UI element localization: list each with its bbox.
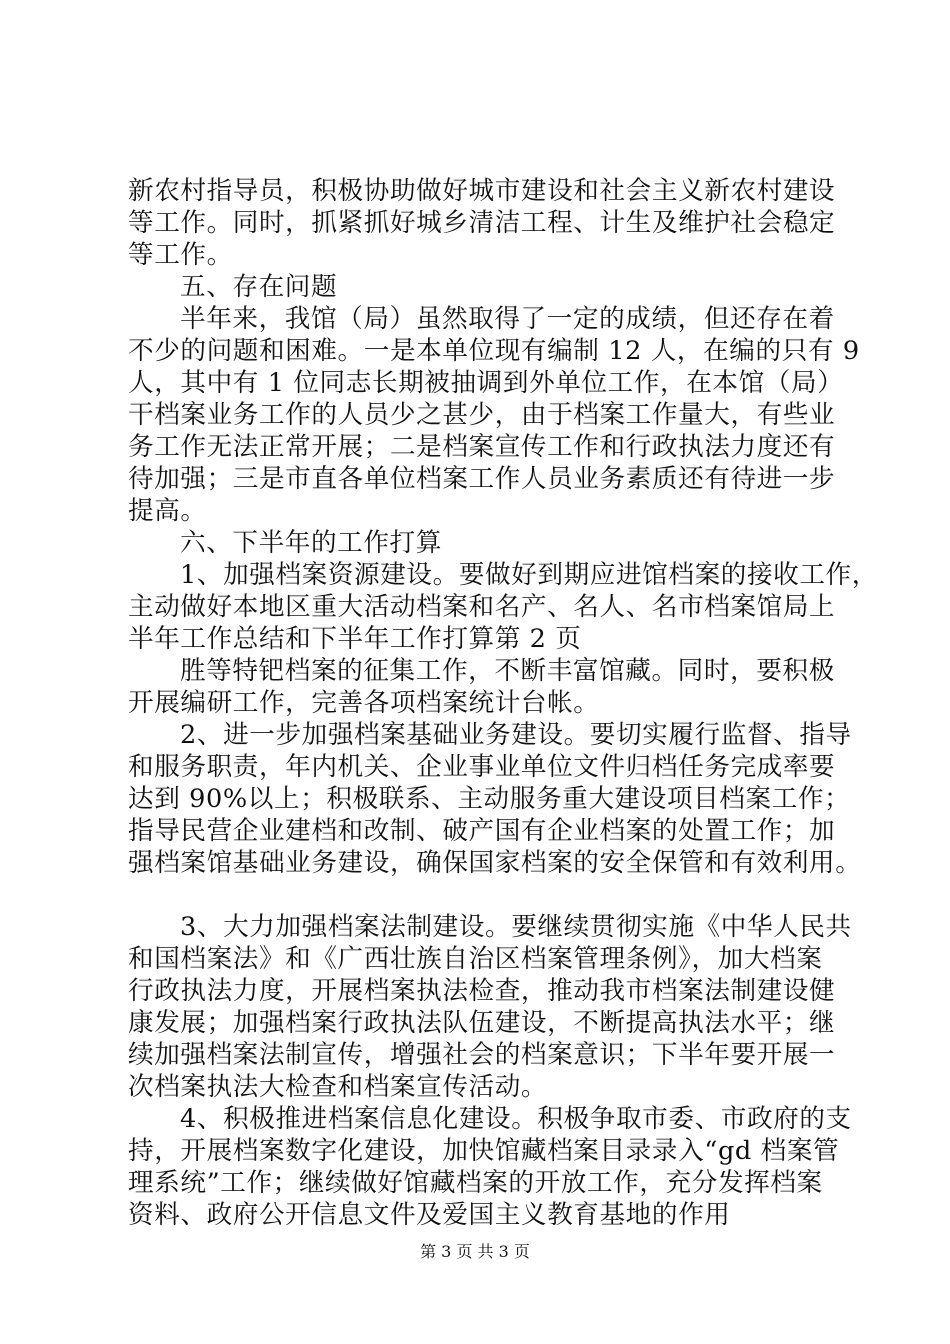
paragraph-line: 干档案业务工作的人员少之甚少，由于档案工作量大，有些业 [128, 400, 836, 430]
paragraph-line: 提高。 [128, 496, 207, 526]
paragraph-line: 半年来，我馆（局）虽然取得了一定的成绩，但还存在着 [180, 304, 835, 334]
paragraph-line: 半年工作总结和下半年工作打算第 2 页 [128, 624, 582, 654]
paragraph-line: 人，其中有 1 位同志长期被抽调到外单位工作，在本馆（局） [128, 368, 844, 398]
paragraph-line: 胜等特钯档案的征集工作，不断丰富馆藏。同时，要积极 [180, 656, 835, 686]
paragraph-line: 和服务职责，年内机关、企业事业单位文件归档任务完成率要 [128, 752, 836, 782]
section-heading: 五、存在问题 [180, 272, 338, 302]
paragraph-line: 康发展；加强档案行政执法队伍建设，不断提高执法水平；继 [128, 1008, 836, 1038]
paragraph-line: 待加强；三是市直各单位档案工作人员业务素质还有待进一步 [128, 464, 836, 494]
paragraph-line: 和国档案法》和《广西壮族自治区档案管理条例》，加大档案 [128, 944, 823, 974]
paragraph-line: 行政执法力度，开展档案执法检查，推动我市档案法制建设健 [128, 976, 836, 1006]
paragraph-line: 理系统”工作；继续做好馆藏档案的开放工作，充分发挥档案 [128, 1168, 823, 1198]
paragraph-line: 强档案馆基础业务建设，确保国家档案的安全保管和有效利用。 [128, 848, 862, 878]
paragraph-line: 指导民营企业建档和改制、破产国有企业档案的处置工作；加 [128, 816, 836, 846]
page-number-footer: 第 3 页 共 3 页 [420, 1242, 530, 1261]
section-heading: 六、下半年的工作打算 [180, 528, 442, 558]
paragraph-line: 主动做好本地区重大活动档案和名产、名人、名市档案馆局上 [128, 592, 836, 622]
paragraph-line: 达到 90%以上；积极联系、主动服务重大建设项目档案工作； [128, 784, 851, 814]
paragraph-line: 开展编研工作，完善各项档案统计台帐。 [128, 688, 600, 718]
paragraph-line: 不少的问题和困难。一是本单位现有编制 12 人，在编的只有 9 [128, 336, 860, 366]
paragraph-line: 1、加强档案资源建设。要做好到期应进馆档案的接收工作， [180, 560, 878, 590]
paragraph-line: 等工作。同时，抓紧抓好城乡清洁工程、计生及维护社会稳定 [128, 208, 836, 238]
paragraph-line: 资料、政府公开信息文件及爱国主义教育基地的作用 [128, 1200, 731, 1230]
paragraph-line: 2、进一步加强档案基础业务建设。要切实履行监督、指导 [180, 720, 852, 750]
paragraph-line: 续加强档案法制宣传，增强社会的档案意识；下半年要开展一 [128, 1040, 836, 1070]
paragraph-line: 次档案执法大检查和档案宣传活动。 [128, 1072, 548, 1102]
paragraph-line: 3、大力加强档案法制建设。要继续贯彻实施《中华人民共 [180, 912, 852, 942]
paragraph-line: 新农村指导员，积极协助做好城市建设和社会主义新农村建设 [128, 176, 836, 206]
paragraph-line: 等工作。 [128, 240, 233, 270]
paragraph-line: 持，开展档案数字化建设，加快馆藏档案目录录入“gd 档案管 [128, 1136, 840, 1166]
paragraph-line: 4、积极推进档案信息化建设。积极争取市委、市政府的支 [180, 1104, 852, 1134]
paragraph-line: 务工作无法正常开展；二是档案宣传工作和行政执法力度还有 [128, 432, 836, 462]
